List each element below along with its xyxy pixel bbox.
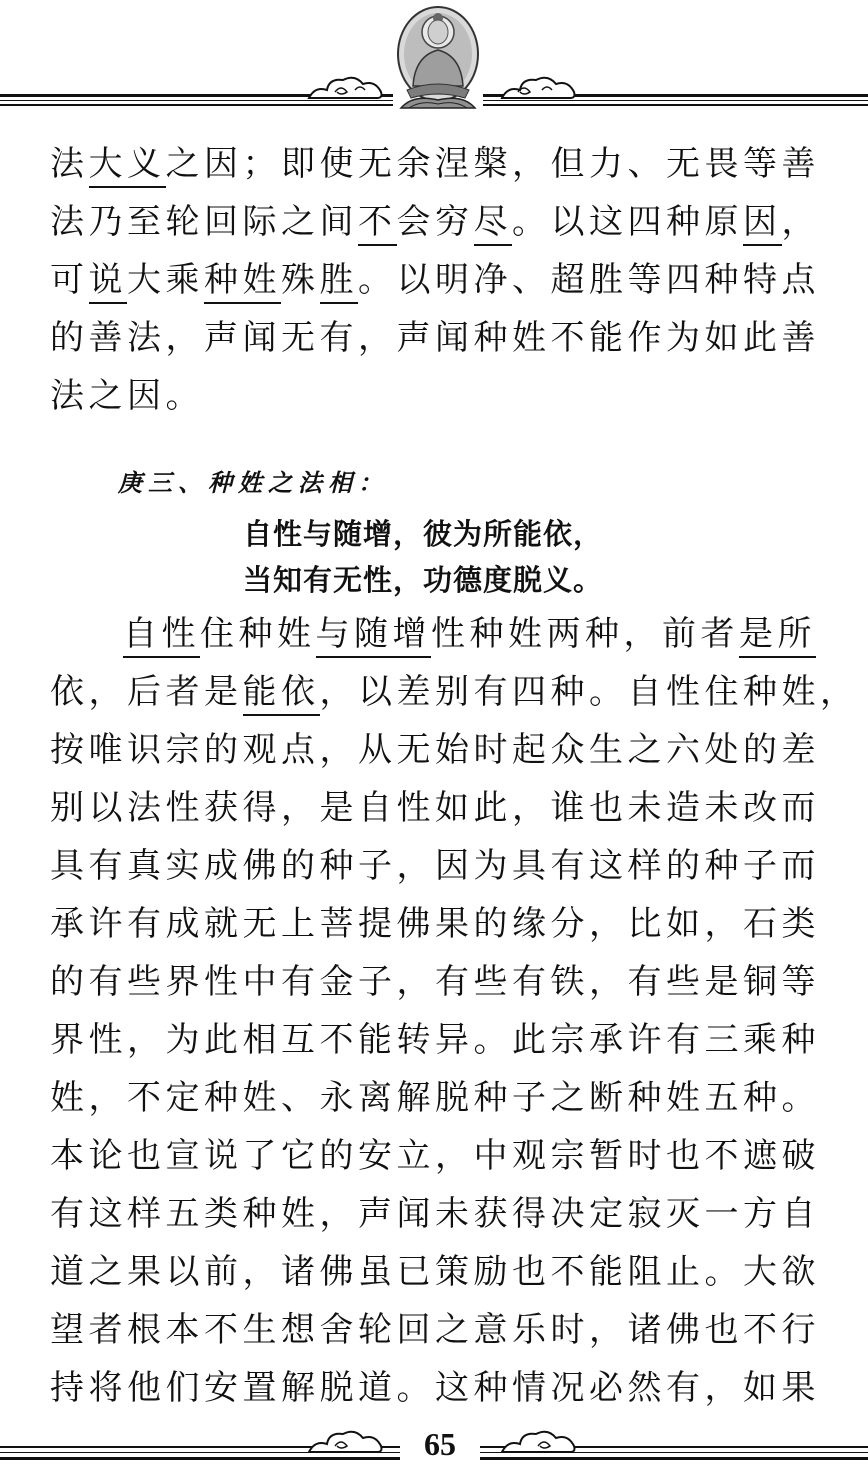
paragraph-2 (50, 605, 859, 1417)
text-line: 依，后者是能依，以差别有四种。自性住种姓， (50, 663, 840, 721)
cloud-ornament-icon (305, 1426, 385, 1456)
underlined-term: 尽 (474, 202, 513, 246)
text-line: 的有些界性中有金子，有些有铁，有些是铜等 (50, 962, 820, 1002)
text-line: 的善法，声闻无有，声闻种姓不能作为如此善 (50, 318, 820, 358)
verse-line-1: 自性与随增，彼为所能依， (243, 517, 604, 551)
underlined-term: 因 (743, 202, 782, 246)
underlined-term: 能依 (243, 672, 320, 716)
underlined-term: 说 (89, 260, 128, 304)
text-line: 可说大乘种姓殊胜。以明净、超胜等四种特点 (50, 251, 840, 309)
underlined-term: 大义 (89, 144, 166, 188)
text-line: 望者根本不生想舍轮回之意乐时，诸佛也不行 (50, 1310, 820, 1350)
buddha-image (393, 4, 483, 112)
text-line: 本论也宣说了它的安立，中观宗暂时也不遮破 (50, 1136, 820, 1176)
section-heading: 庚三、种姓之法相： (118, 469, 388, 497)
text-line: 别以法性获得，是自性如此，谁也未造未改而 (50, 788, 820, 828)
text-line: 按唯识宗的观点，从无始时起众生之六处的差 (50, 730, 820, 770)
text-line: 界性，为此相互不能转异。此宗承许有三乘种 (50, 1020, 820, 1060)
underlined-term: 是所 (739, 614, 816, 658)
cloud-ornament-icon (498, 1426, 578, 1456)
text-line: 自性住种姓与随增性种姓两种，前者是所 (50, 605, 840, 663)
underlined-term: 胜 (320, 260, 359, 304)
underlined-term: 不 (358, 202, 397, 246)
text-line: 有这样五类种姓，声闻未获得决定寂灭一方自 (50, 1194, 820, 1234)
cloud-ornament-icon (498, 72, 578, 102)
underlined-term: 自性 (123, 614, 200, 658)
underlined-term: 种姓 (204, 260, 281, 304)
text-line: 法之因。 (50, 376, 204, 416)
verse-line-2: 当知有无性，功德度脱义。 (243, 563, 604, 597)
text-line: 法大义之因；即使无余涅槃，但力、无畏等善 (50, 135, 840, 193)
paragraph-1 (50, 135, 840, 425)
text-line: 具有真实成佛的种子，因为具有这样的种子而 (50, 846, 820, 886)
text-line: 持将他们安置解脱道。这种情况必然有，如果 (50, 1368, 820, 1408)
text-line: 承许有成就无上菩提佛果的缘分，比如，石类 (50, 904, 820, 944)
underlined-term: 与随增 (316, 614, 432, 658)
text-line: 姓，不定种姓、永离解脱种子之断种姓五种。 (50, 1078, 820, 1118)
cloud-ornament-icon (305, 72, 385, 102)
text-line: 道之果以前，诸佛虽已策励也不能阻止。大欲 (50, 1252, 820, 1292)
text-line: 法乃至轮回际之间不会穷尽。以这四种原因， (50, 193, 840, 251)
page-number: 65 (400, 1426, 480, 1462)
